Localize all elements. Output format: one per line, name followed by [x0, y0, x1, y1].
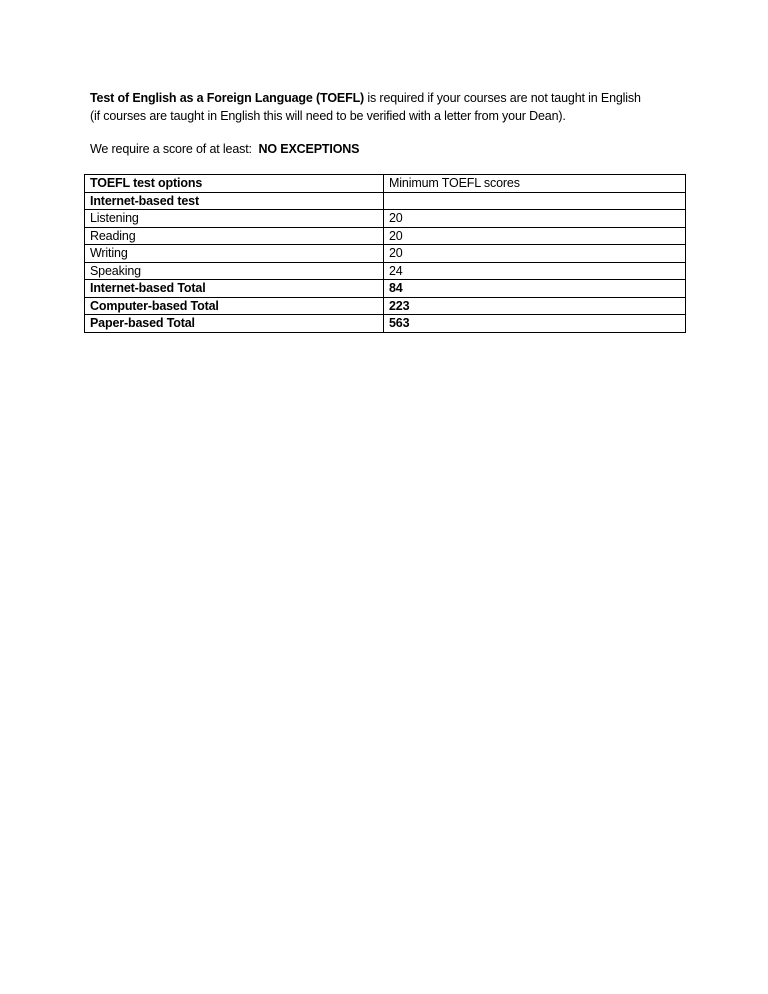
table-row — [85, 262, 686, 280]
row-label: Internet-based test — [85, 192, 384, 210]
no-exceptions-label: NO EXCEPTIONS — [258, 142, 360, 156]
row-value: 24 — [384, 262, 686, 280]
table-row — [85, 280, 686, 298]
row-value: 20 — [384, 227, 686, 245]
row-value: 20 — [384, 245, 686, 263]
row-label: Writing — [85, 245, 384, 263]
row-label: Paper-based Total — [85, 315, 384, 333]
row-label: Internet-based Total — [85, 280, 384, 298]
table-row — [85, 245, 686, 263]
toefl-intro-paragraph — [90, 90, 641, 125]
row-value — [384, 192, 686, 210]
row-label: Reading — [85, 227, 384, 245]
toefl-scores-table — [84, 174, 686, 333]
toefl-title: Test of English as a Foreign Language (TOEFL) — [90, 91, 365, 105]
table-row — [85, 227, 686, 245]
requirement-text: We require a score of at least: — [90, 142, 259, 156]
header-test-options: TOEFL test options — [85, 175, 384, 193]
row-value: 223 — [384, 297, 686, 315]
row-label: Listening — [85, 210, 384, 228]
intro-line-2: (if courses are taught in English this will need to be verified with a letter from your Dean). — [90, 108, 566, 123]
intro-line-1-rest: is required if your courses are not taught in English — [364, 91, 641, 105]
row-label: Speaking — [85, 262, 384, 280]
header-minimum-scores: Minimum TOEFL scores — [384, 175, 686, 193]
row-value: 563 — [384, 315, 686, 333]
row-value: 84 — [384, 280, 686, 298]
table-row — [85, 210, 686, 228]
table-header-row — [85, 175, 686, 193]
intro-line-1 — [90, 90, 641, 108]
row-label: Computer-based Total — [85, 297, 384, 315]
table-row — [85, 297, 686, 315]
score-requirement-line — [90, 141, 359, 159]
table-row — [85, 192, 686, 210]
row-value: 20 — [384, 210, 686, 228]
table-row — [85, 315, 686, 333]
